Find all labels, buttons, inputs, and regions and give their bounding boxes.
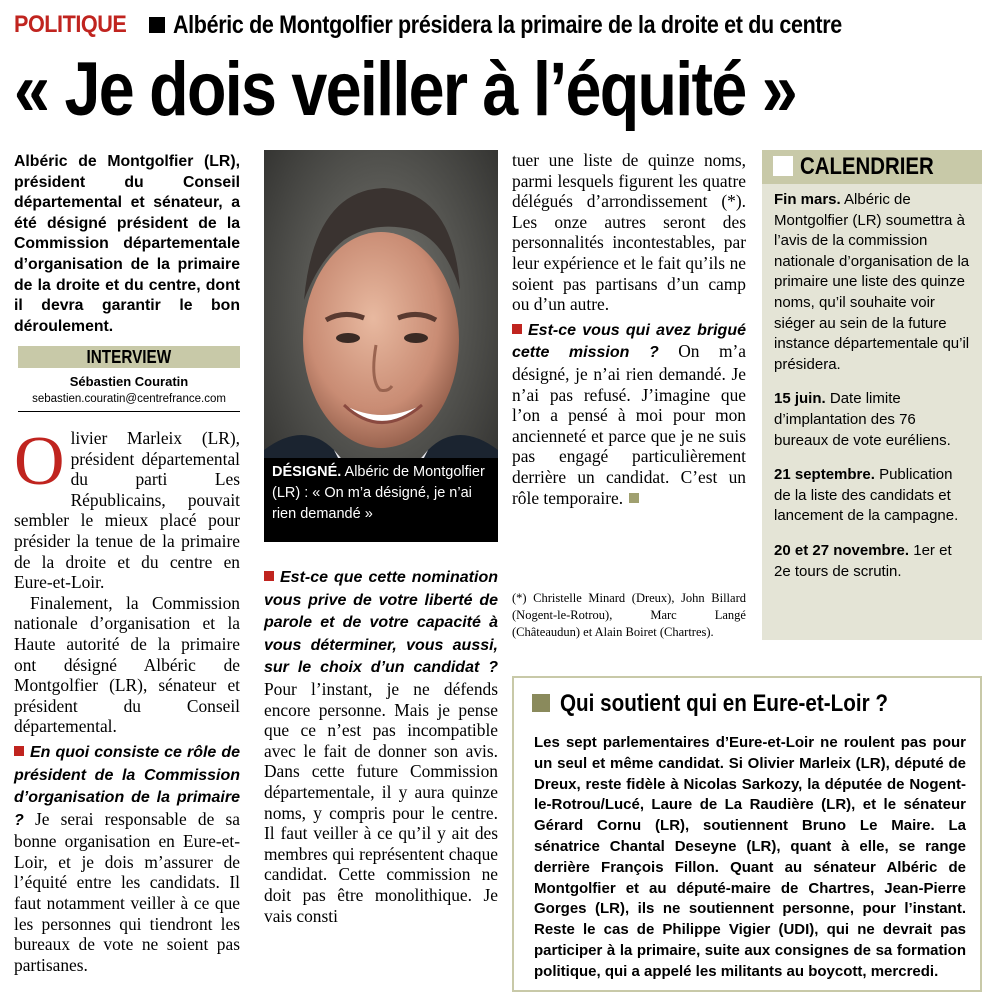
question-marker-icon <box>14 746 24 756</box>
calendar-date: 21 septembre. <box>774 466 875 484</box>
headline: « Je dois veiller à l’équité » <box>14 47 797 132</box>
article-column-1 <box>14 423 240 975</box>
divider <box>18 411 240 412</box>
square-bullet-icon <box>773 156 793 176</box>
question-3: Est-ce vous qui avez brigué cette mission ? <box>512 321 746 362</box>
square-bullet-icon <box>149 17 165 33</box>
article-column-2 <box>264 566 498 926</box>
caption-text: Albéric de Montgolfier (LR) : « On m’a désigné, je n’ai rien demandé » <box>272 464 485 522</box>
author-email[interactable]: sebastien.couratin@centrefrance.com <box>32 393 226 405</box>
question-marker-icon <box>264 571 274 581</box>
calendar-date: 15 juin. <box>774 390 826 408</box>
sidebar-text: Les sept parlementaires d’Eure-et-Loir ne roulent pas pour un seul et même candidat. Si Olivier Marleix (LR), député de Dreux, reste fidèle à Nicolas Sarkozy, la députée de Nogent-le-Rotrou/Lucé, Laure de La Raudière (LR), et le sénateur Gérard Cornu (LR), soutiennent Bruno Le Maire. La sénatrice Chantal Deseyne (LR), quant à elle, se range derrière François Fillon. Quant au sénateur Albéric de Montgolfier et au député-maire de Chartres, Jean-Pierre Gorges (LR), ils ne soutiennent personne, pour l’instant. Reste le cas de Philippe Vigier (UDI), qui ne devrait pas participer à la primaire, suite aux consignes de sa formation politique, qui a appelé les militants au boycott, mercredi. <box>534 734 966 980</box>
question-1: En quoi consiste ce rôle de président de la Commission d’organisation de la primaire ? <box>14 743 240 829</box>
square-bullet-icon <box>532 694 550 712</box>
calendar-list <box>774 190 972 596</box>
calendar-text: Date limite d’implantation des 76 bureaux de vote euréliens. <box>774 390 951 449</box>
answer-3: On m’a désigné, je n’ai rien demandé. Je n’ai pas refusé. J’imagine que l’on a pensé à moi pour mon ancienneté et parce que je ne suis pas engagé particulièrement derrière un candidat. C’est un rôle temporaire. <box>512 341 746 508</box>
kicker-text: Albéric de Montgolfier présidera la primaire de la droite et du centre <box>172 10 842 39</box>
interview-label-bar <box>18 346 240 368</box>
kicker-bar <box>14 8 980 42</box>
intro-text: Albéric de Montgolfier (LR), président du Conseil départemental et sénateur, a été désigné président de la Commission départementale d’organisation de la primaire de la droite et du centre, dont il devra garantir le bon déroulement. <box>14 153 240 335</box>
answer-1: Je serai responsable de sa bonne organisation en Eure-et-Loir, et je dois m’assurer de l’équité entre les candidats. Il faut notamment veiller à ce que les personnes qui tiendront les bureaux de vote ne soient pas partisanes. <box>14 808 240 975</box>
calendar-item <box>774 190 972 375</box>
calendar-text: Publication de la liste des candidats et lancement de la campagne. <box>774 466 959 525</box>
rubric-label: POLITIQUE <box>14 11 127 38</box>
caption-label: DÉSIGNÉ. <box>272 464 342 480</box>
interview-label: INTERVIEW <box>86 347 172 367</box>
paragraph-2: Finalement, la Commission nationale d’organisation et la Haute autorité de la primaire ont désigné Albéric de Montgolfier (LR), sénateur et président du Conseil départemental. <box>14 592 240 737</box>
calendar-item <box>774 541 972 582</box>
sidebar-title: Qui soutient qui en Eure-et-Loir ? <box>560 690 888 717</box>
photo-caption <box>264 458 498 542</box>
paragraph-1: livier Marleix (LR), président départemental du parti Les Républicains, pouvait sembler le mieux placé pour présider la tenue de la primaire de la droite et du centre en Eure-et-Loir. <box>14 428 240 593</box>
question-marker-icon <box>512 324 522 334</box>
question-2: Est-ce que cette nomination vous prive de votre liberté de parole et de votre capacité à vous déterminer, vous aussi, sur le choix d’un candidat ? <box>264 569 498 677</box>
answer-2-continued: tuer une liste de quinze noms, parmi lesquels figurent les quatre délégués d’arrondissement (*). Les onze autres seront des personnalités incontestables, par leur expérience et le fait qu’ils ne soient pas partisans d’un camp ou d’un autre. <box>512 150 746 315</box>
author-name: Sébastien Couratin <box>69 374 189 389</box>
calendar-title: CALENDRIER <box>800 153 934 180</box>
calendar-date: 20 et 27 novembre. <box>774 541 910 559</box>
dropcap: O <box>14 423 65 500</box>
footnote: (*) Christelle Minard (Dreux), John Billard (Nogent-le-Rotrou), Marc Langé (Châteaudun) et Alain Boiret (Chartres). <box>512 591 746 639</box>
calendar-text: 1er et 2e tours de scrutin. <box>774 541 952 580</box>
article-column-3 <box>512 150 746 508</box>
calendar-date: Fin mars. <box>774 191 841 208</box>
calendar-item <box>774 389 972 451</box>
end-mark-icon <box>629 493 639 503</box>
answer-2: Pour l’instant, je ne défends encore personne. Mais je pense que ce n’est pas incompatible avec le fait de donner son avis. Dans cette future Commission départementale, il y aura quinze noms, y compris pour le centre. Il faut veiller à ce qu’il y ait des membres qui représentent chaque candidat. Cette commission ne doit pas être monolithique. Je vais consti <box>264 678 498 926</box>
calendar-item <box>774 465 972 527</box>
calendar-text: Albéric de Montgolfier (LR) soumettra à l’avis de la commission nationale d’organisation de la primaire une liste des quinze noms, qu’il souhaite voir siéger au sein de la future instance départementale qu’il présidera. <box>774 191 970 373</box>
